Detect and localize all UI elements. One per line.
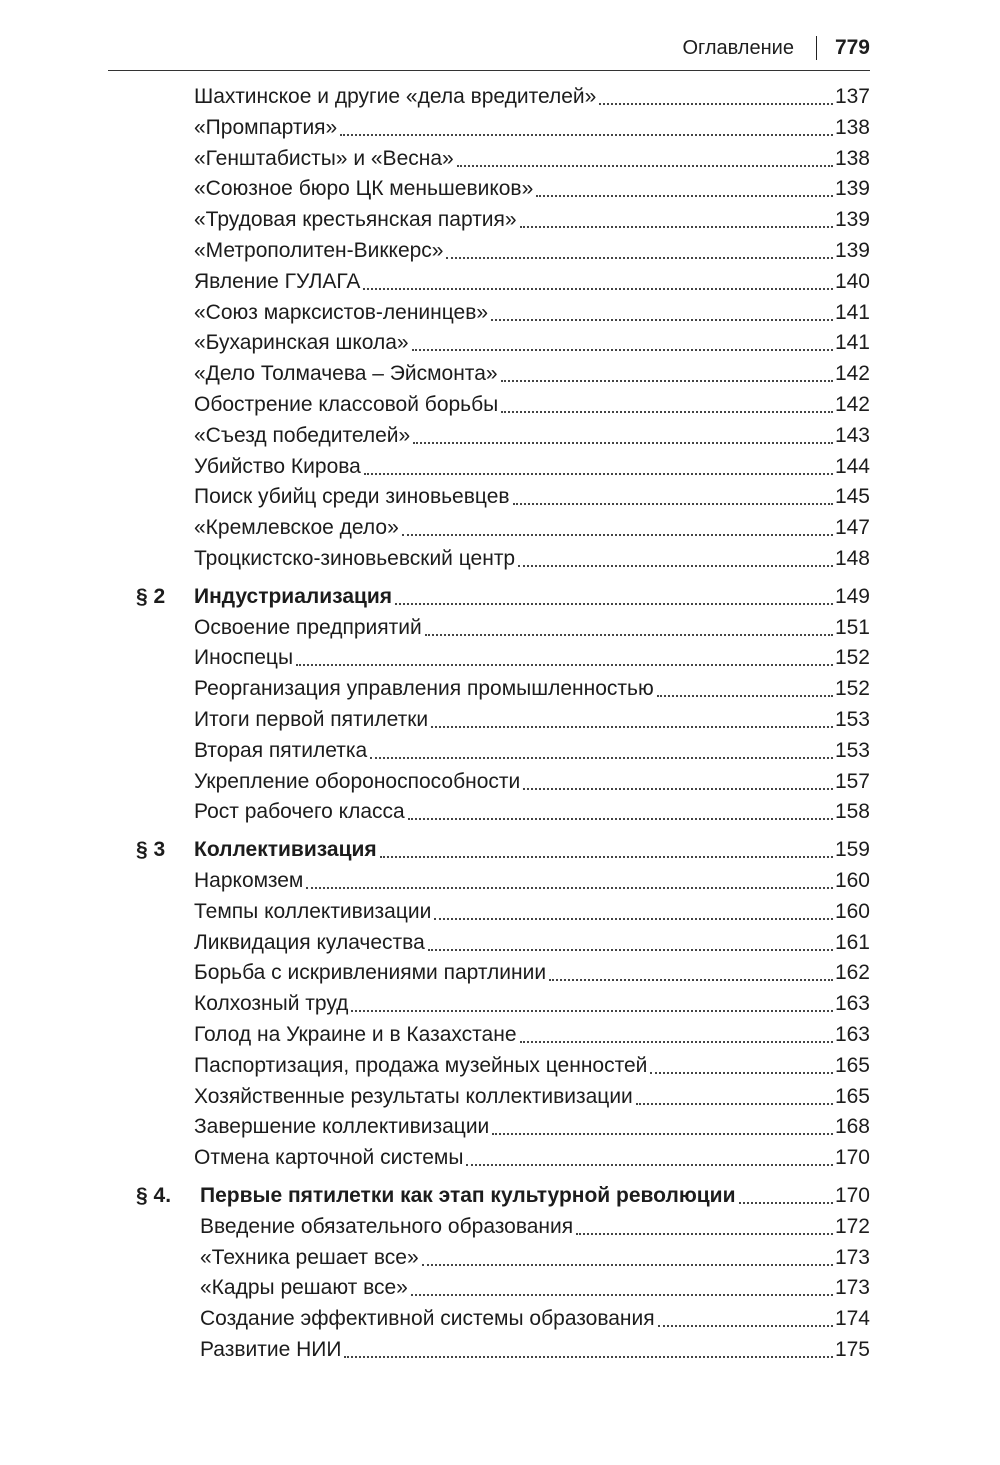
toc-entry-page: 149 [834, 584, 870, 608]
section-number: § 2 [136, 584, 166, 608]
dot-leader [523, 781, 833, 790]
toc-entry-title: Введение обязательного образования [200, 1214, 574, 1238]
dot-leader [491, 312, 833, 321]
toc-entry-line [194, 421, 870, 451]
toc-entry-page: 160 [834, 869, 870, 892]
dot-leader [431, 719, 833, 728]
toc-entry [0, 144, 1000, 174]
dot-leader [492, 1126, 833, 1135]
dot-leader [446, 250, 832, 259]
toc-entry-page: 139 [834, 177, 870, 201]
toc-entry-page: 165 [834, 1053, 870, 1077]
toc-entry-page: 147 [834, 516, 870, 540]
toc-entry-page: 165 [834, 1084, 870, 1108]
toc-entry-page: 142 [834, 362, 870, 386]
toc-entry-line [194, 613, 870, 643]
toc-section-entry [0, 1181, 1000, 1211]
toc-entry [0, 1112, 1000, 1142]
toc-entry-page: 151 [834, 615, 870, 639]
toc-entry-title: Темпы коллективизации [194, 899, 432, 923]
dot-leader [636, 1096, 833, 1105]
toc-entry-page: 170 [834, 1146, 870, 1170]
toc-entry [0, 1212, 1000, 1242]
toc-entry [0, 113, 1000, 143]
toc-entry-line [194, 736, 870, 766]
toc-entry-page: 168 [834, 1115, 870, 1139]
running-head-title: Оглавление [682, 36, 794, 59]
dot-leader [363, 281, 833, 290]
toc-entry-title: Шахтинское и другие «дела вредителей» [194, 85, 597, 108]
toc-entry-title: Освоение предприятий [194, 615, 422, 639]
toc-entry-line [194, 1020, 870, 1050]
toc-section-entry [0, 582, 1000, 612]
toc-entry [0, 513, 1000, 543]
toc-entry [0, 1273, 1000, 1303]
toc-entry-title: «Союз марксистов-ленинцев» [194, 300, 489, 324]
toc-entry [0, 643, 1000, 673]
toc-entry-line [194, 390, 870, 420]
toc-entry-title: Поиск убийц среди зиновьевцев [194, 485, 510, 509]
toc-section-entry [0, 835, 1000, 865]
toc-entry [0, 390, 1000, 420]
dot-leader [351, 1003, 833, 1012]
toc-entry-page: 157 [834, 769, 870, 793]
toc-entry-title: Первые пятилетки как этап культурной революции [200, 1184, 736, 1207]
toc-entry-line [200, 1243, 870, 1273]
toc-entry-title: Итоги первой пятилетки [194, 708, 429, 731]
dot-leader [658, 1318, 833, 1327]
toc-entry-line [194, 582, 870, 612]
toc-entry-title: «Метрополитен-Виккерс» [194, 239, 444, 262]
dot-leader [520, 1034, 833, 1043]
toc-entry-title: «Кадры решают все» [200, 1276, 408, 1300]
toc-entry-title: Борьба с искривлениями партлинии [194, 961, 547, 985]
dot-leader [739, 1195, 833, 1204]
toc-entry-page: 174 [834, 1307, 870, 1331]
toc-entry [0, 928, 1000, 958]
section-number: § 4. [136, 1184, 172, 1207]
dot-leader [501, 404, 833, 413]
toc-entry-page: 152 [834, 646, 870, 670]
toc-entry-page: 144 [834, 454, 870, 478]
toc-entry-title: Паспортизация, продажа музейных ценностей [194, 1053, 648, 1077]
toc-entry-line [200, 1304, 870, 1334]
toc-entry-line [194, 236, 870, 266]
toc-entry-line [200, 1273, 870, 1303]
toc-entry-page: 141 [834, 331, 870, 355]
toc-entry [0, 298, 1000, 328]
toc-entry [0, 421, 1000, 451]
toc-entry-line [194, 452, 870, 482]
page-number: 779 [834, 36, 870, 59]
toc-entry-title: Развитие НИИ [200, 1338, 342, 1361]
toc-entry-title: Завершение коллективизации [194, 1115, 490, 1139]
toc-entry [0, 767, 1000, 797]
toc-entry-title: Явление ГУЛАГА [194, 269, 361, 293]
toc-entry-page: 175 [834, 1338, 870, 1361]
running-head [682, 36, 870, 60]
dot-leader [576, 1226, 833, 1235]
toc-entry-page: 172 [834, 1214, 870, 1238]
dot-leader [296, 657, 833, 666]
toc-entry [0, 674, 1000, 704]
toc-entry-title: Создание эффективной системы образования [200, 1307, 655, 1331]
dot-leader [408, 811, 833, 820]
dot-leader [344, 1349, 832, 1358]
toc-entry-page: 173 [834, 1245, 870, 1269]
toc-entry-page: 162 [834, 961, 870, 985]
toc-entry-page: 153 [834, 738, 870, 762]
toc-entry-line [194, 928, 870, 958]
dot-leader [413, 435, 833, 444]
toc-entry-title: «Генштабисты» и «Весна» [194, 146, 454, 170]
toc-entry-title: «Промпартия» [194, 115, 338, 139]
toc-entry-line [194, 144, 870, 174]
toc-entry-title: Голод на Украине и в Казахстане [194, 1023, 517, 1046]
toc-entry-page: 152 [834, 677, 870, 701]
toc-entry-line [194, 1112, 870, 1142]
toc-entry-line [194, 643, 870, 673]
dot-leader [370, 750, 833, 759]
dot-leader [457, 158, 833, 167]
dot-leader [428, 942, 833, 951]
toc-entry-page: 142 [834, 393, 870, 416]
dot-leader [518, 558, 833, 567]
toc-entry-page: 138 [834, 115, 870, 139]
dot-leader [364, 466, 833, 475]
running-head-separator [816, 36, 817, 60]
toc-entry-page: 143 [834, 423, 870, 447]
toc-entry-page: 148 [834, 547, 870, 570]
toc-entry [0, 1143, 1000, 1173]
dot-leader [434, 911, 833, 920]
toc-entry-title: Отмена карточной системы [194, 1146, 464, 1170]
toc-entry-line [194, 1051, 870, 1081]
toc-entry-line [194, 674, 870, 704]
toc-entry [0, 452, 1000, 482]
toc-entry-title: «Съезд победителей» [194, 423, 411, 447]
toc-entry-line [194, 989, 870, 1019]
toc-entry-title: Убийство Кирова [194, 454, 361, 478]
toc-entry-page: 145 [834, 485, 870, 509]
toc-entry [0, 736, 1000, 766]
toc-entry-page: 139 [834, 208, 870, 232]
toc-entry-line [194, 482, 870, 512]
toc-entry-title: «Бухаринская школа» [194, 331, 409, 355]
toc-entry-title: «Дело Толмачева – Эйсмонта» [194, 362, 498, 386]
dot-leader [306, 880, 833, 889]
toc-entry [0, 267, 1000, 297]
toc-entry-title: Троцкистско-зиновьевский центр [194, 547, 516, 570]
toc-entry-title: Индустриализация [194, 584, 393, 608]
toc-entry [0, 359, 1000, 389]
toc-entry [0, 82, 1000, 112]
toc-entry [0, 989, 1000, 1019]
dot-leader [380, 849, 833, 858]
toc-entry [0, 705, 1000, 735]
toc-entry-title: Хозяйственные результаты коллективизации [194, 1084, 633, 1108]
toc-entry [0, 866, 1000, 896]
dot-leader [466, 1157, 833, 1166]
toc-entry-line [194, 797, 870, 827]
toc-entry-title: Иноспецы [194, 646, 294, 670]
toc-entry-title: Укрепление обороноспособности [194, 769, 521, 793]
toc-entry-page: 163 [834, 992, 870, 1016]
toc-entry [0, 1051, 1000, 1081]
dot-leader [395, 596, 833, 605]
toc-entry [0, 328, 1000, 358]
dot-leader [412, 342, 833, 351]
toc-entry-line [194, 1082, 870, 1112]
toc-entry [0, 1020, 1000, 1050]
toc-entry [0, 174, 1000, 204]
toc-entry-line [194, 767, 870, 797]
toc-entry-title: Ликвидация кулачества [194, 930, 425, 954]
toc-entry-line [194, 267, 870, 297]
toc-entry-page: 158 [834, 800, 870, 824]
toc-entry-page: 170 [834, 1184, 870, 1207]
toc-entry-title: Реорганизация управления промышленностью [194, 677, 654, 701]
toc-entry-page: 159 [834, 838, 870, 862]
toc-entry-title: Рост рабочего класса [194, 800, 405, 824]
toc-entry [0, 613, 1000, 643]
dot-leader [536, 188, 833, 197]
toc-entry-line [194, 1143, 870, 1173]
toc-entry-page: 153 [834, 708, 870, 731]
dot-leader [650, 1065, 833, 1074]
section-number: § 3 [136, 838, 166, 862]
toc-entry [0, 1335, 1000, 1365]
toc-entry-line [200, 1181, 870, 1211]
toc-entry-title: «Техника решает все» [200, 1245, 419, 1269]
toc-entry-line [194, 705, 870, 735]
toc-entry [0, 958, 1000, 988]
toc-entry-page: 138 [834, 146, 870, 170]
toc-entry-line [194, 897, 870, 927]
toc-entry [0, 236, 1000, 266]
toc-entry [0, 544, 1000, 574]
dot-leader [501, 373, 833, 382]
toc-entry-line [194, 958, 870, 988]
dot-leader [340, 127, 833, 136]
toc-entry-line [194, 113, 870, 143]
toc-entry-line [194, 174, 870, 204]
toc-entry-page: 140 [834, 269, 870, 293]
toc-entry-line [194, 298, 870, 328]
toc-entry [0, 482, 1000, 512]
toc-entry-title: Обострение классовой борьбы [194, 393, 499, 416]
toc-entry [0, 205, 1000, 235]
toc-entry-line [200, 1335, 870, 1365]
toc-entry-page: 163 [834, 1023, 870, 1046]
toc-entry-line [194, 513, 870, 543]
toc-entry-line [194, 835, 870, 865]
dot-leader [657, 688, 833, 697]
dot-leader [402, 527, 833, 536]
dot-leader [411, 1287, 833, 1296]
toc-entry-line [194, 359, 870, 389]
toc-entry-line [194, 544, 870, 574]
toc-entry-page: 173 [834, 1276, 870, 1300]
toc-entry-line [194, 205, 870, 235]
toc-entry-title: Вторая пятилетка [194, 738, 368, 762]
toc-entry [0, 797, 1000, 827]
dot-leader [425, 627, 833, 636]
toc-entry-line [200, 1212, 870, 1242]
toc-entry-line [194, 328, 870, 358]
dot-leader [549, 972, 833, 981]
toc-entry-line [194, 82, 870, 112]
toc-entry-page: 139 [834, 239, 870, 262]
dot-leader [599, 96, 833, 105]
toc-entry-title: Колхозный труд [194, 992, 349, 1016]
dot-leader [513, 496, 833, 505]
header-rule [108, 70, 870, 71]
toc-entry [0, 897, 1000, 927]
toc-entry [0, 1304, 1000, 1334]
dot-leader [422, 1257, 833, 1266]
toc-entry-title: «Кремлевское дело» [194, 516, 399, 540]
toc-entry-line [194, 866, 870, 896]
toc-entry-title: Коллективизация [194, 838, 377, 862]
toc-entry [0, 1082, 1000, 1112]
toc-entry-title: «Трудовая крестьянская партия» [194, 208, 517, 232]
toc-entry-page: 137 [834, 85, 870, 108]
toc-entry-page: 160 [834, 899, 870, 923]
toc-entry [0, 1243, 1000, 1273]
toc-entry-title: «Союзное бюро ЦК меньшевиков» [194, 177, 534, 201]
dot-leader [520, 219, 833, 228]
toc-entry-page: 141 [834, 300, 870, 324]
toc-entry-page: 161 [834, 930, 870, 954]
toc-entry-title: Наркомзем [194, 869, 304, 892]
